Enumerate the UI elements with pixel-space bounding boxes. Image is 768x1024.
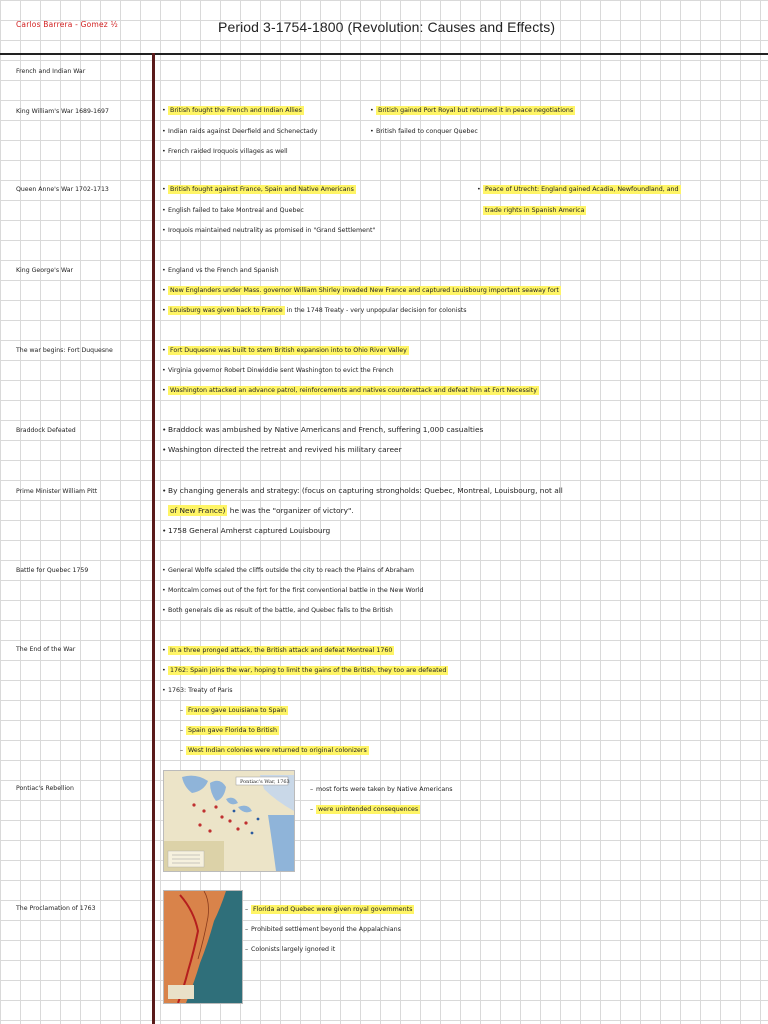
note-item: • Iroquois maintained neutrality as promised in "Grand Settlement" <box>162 227 376 234</box>
pontiacs-war-map <box>163 770 295 872</box>
note-item: • 1763: Treaty of Paris <box>162 687 233 694</box>
note-item: • 1758 General Amherst captured Louisbourg <box>162 526 331 535</box>
topic-king-georges-war: King George's War <box>16 267 74 274</box>
note-item: • Louisburg was given back to France in the 1748 Treaty - very unpopular decision for colonists <box>162 307 467 314</box>
note-item: • In a three pronged attack, the British attack and defeat Montreal 1760 <box>162 647 393 654</box>
note-item: – Florida and Quebec were given royal governments <box>245 906 413 913</box>
note-item: • French raided Iroquois villages as well <box>162 148 288 155</box>
note-subitem: – Spain gave Florida to British <box>180 727 277 734</box>
note-item: • New Englanders under Mass. governor William Shirley invaded New France and captured Louisbourg important seaway fort <box>162 287 559 294</box>
note-item: of New France) he was the "organizer of victory". <box>170 506 354 515</box>
note-item: • Both generals die as result of the battle, and Quebec falls to the British <box>162 607 393 614</box>
note-item: – were unintended consequences <box>310 806 419 813</box>
note-item: • Braddock was ambushed by Native Americans and French, suffering 1,000 casualties <box>162 425 484 434</box>
note-item: • General Wolfe scaled the cliffs outside the city to reach the Plains of Abraham <box>162 567 414 574</box>
note-item: • Montcalm comes out of the fort for the first conventional battle in the New World <box>162 587 424 594</box>
note-item: • By changing generals and strategy: (focus on capturing strongholds: Quebec, Montreal, Louisbourg, not all <box>162 486 563 495</box>
note-item: • 1762: Spain joins the war, hoping to limit the gains of the British, they too are defeated <box>162 667 447 674</box>
map-title: Pontiac's War, 1763 <box>240 779 290 785</box>
note-item: • British fought the French and Indian Allies <box>162 107 302 114</box>
topic-pontiacs-rebellion: Pontiac's Rebellion <box>16 785 74 792</box>
topic-king-williams-war: King William's War 1689-1697 <box>16 108 109 115</box>
note-item: trade rights in Spanish America <box>485 207 585 214</box>
topic-french-indian-war: French and Indian War <box>16 68 86 75</box>
margin-line <box>152 53 155 1024</box>
topic-end-of-war: The End of the War <box>16 646 76 653</box>
note-item: • Washington directed the retreat and revived his military career <box>162 445 402 454</box>
topic-queen-annes-war: Queen Anne's War 1702-1713 <box>16 186 109 193</box>
topic-fort-duquesne: The war begins: Fort Duquesne <box>16 347 113 354</box>
note-item: • England vs the French and Spanish <box>162 267 279 274</box>
note-subitem: – West Indian colonies were returned to original colonizers <box>180 747 367 754</box>
author-name: Carlos Barrera - Gomez ½ <box>16 20 118 29</box>
note-item: • Washington attacked an advance patrol, reinforcements and natives counterattack and defeat him at Fort Necessity <box>162 387 537 394</box>
page-title: Period 3-1754-1800 (Revolution: Causes and Effects) <box>218 19 556 35</box>
note-item: • English failed to take Montreal and Quebec <box>162 207 304 214</box>
note-item: • Virginia governor Robert Dinwiddie sent Washington to evict the French <box>162 367 394 374</box>
note-item: • British gained Port Royal but returned it in peace negotiations <box>370 107 574 114</box>
header-divider <box>0 53 768 55</box>
note-item: – most forts were taken by Native Americans <box>310 786 453 793</box>
note-item: – Colonists largely ignored it <box>245 946 336 953</box>
topic-william-pitt: Prime Minister William Pitt <box>16 488 98 495</box>
note-item: • Indian raids against Deerfield and Schenectady <box>162 128 318 135</box>
note-item: • British fought against France, Spain and Native Americans <box>162 186 354 193</box>
topic-proclamation-1763: The Proclamation of 1763 <box>16 905 96 912</box>
proclamation-map <box>163 890 243 1004</box>
note-item: • Fort Duquesne was built to stem British expansion into to Ohio River Valley <box>162 347 407 354</box>
topic-braddock-defeated: Braddock Defeated <box>16 427 76 434</box>
topic-battle-quebec: Battle for Quebec 1759 <box>16 567 89 574</box>
note-item: • Peace of Utrecht: England gained Acadia, Newfoundland, and <box>477 186 679 193</box>
note-item: • British failed to conquer Quebec <box>370 128 478 135</box>
note-subitem: – France gave Louisiana to Spain <box>180 707 287 714</box>
note-item: – Prohibited settlement beyond the Appalachians <box>245 926 401 933</box>
